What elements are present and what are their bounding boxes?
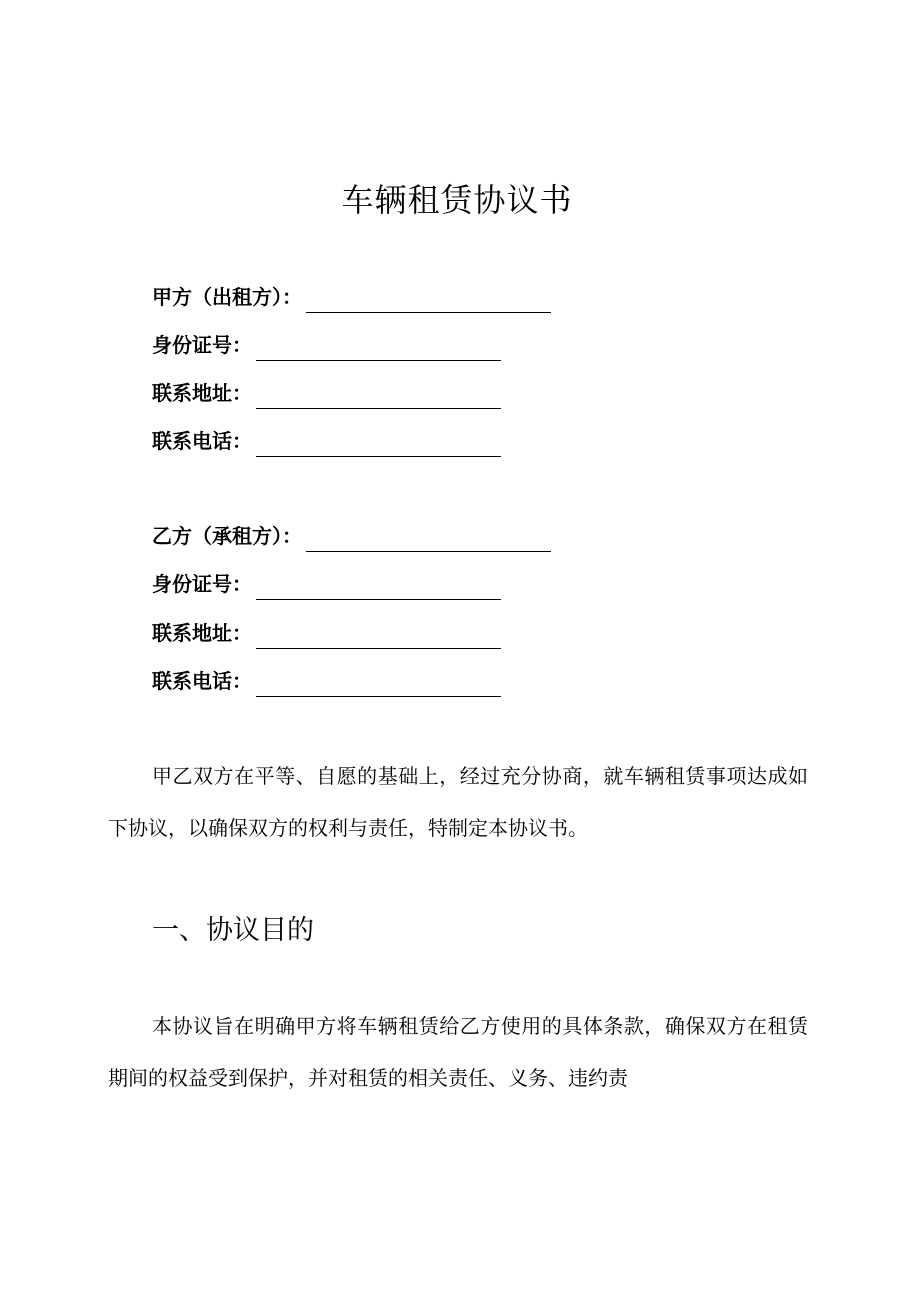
party-a-phone-field xyxy=(152,425,501,457)
section-1-paragraph: 本协议旨在明确甲方将车辆租赁给乙方使用的具体条款，确保双方在租赁期间的权益受到保护，并对租赁的相关责任、义务、违约责 xyxy=(108,1014,808,1090)
party-a-id-field xyxy=(152,329,501,361)
party-b-id-label: 身份证号： xyxy=(152,572,252,596)
party-a-address-label: 联系地址： xyxy=(152,381,252,405)
party-a-phone-label: 联系电话： xyxy=(152,429,252,453)
party-a-address-blank[interactable] xyxy=(256,382,501,409)
party-a-id-blank[interactable] xyxy=(256,334,501,361)
party-a-phone-blank[interactable] xyxy=(256,430,501,457)
party-a-id-label: 身份证号： xyxy=(152,333,252,357)
party-b-phone-field xyxy=(152,665,501,697)
party-b-address-field xyxy=(152,617,501,649)
party-b-address-label: 联系地址： xyxy=(152,621,252,645)
party-b-name-blank[interactable] xyxy=(306,525,551,552)
party-a-heading: 甲方（出租方）： xyxy=(152,285,302,309)
party-a-name-blank[interactable] xyxy=(306,286,551,313)
party-b-id-field xyxy=(152,568,501,600)
party-b-heading: 乙方（承租方）： xyxy=(152,524,302,548)
party-b-phone-label: 联系电话： xyxy=(152,669,252,693)
party-a-address-field xyxy=(152,377,501,409)
party-b-id-blank[interactable] xyxy=(256,573,501,600)
intro-paragraph: 甲乙双方在平等、自愿的基础上，经过充分协商，就车辆租赁事项达成如下协议，以确保双方的权利与责任，特制定本协议书。 xyxy=(108,764,808,840)
document-title: 车辆租赁协议书 xyxy=(341,181,573,219)
party-b-name-field xyxy=(152,520,551,552)
party-b-phone-blank[interactable] xyxy=(256,670,501,697)
party-a-name-field xyxy=(152,281,551,313)
party-b-address-blank[interactable] xyxy=(256,622,501,649)
section-1-heading: 一、协议目的 xyxy=(152,915,314,946)
